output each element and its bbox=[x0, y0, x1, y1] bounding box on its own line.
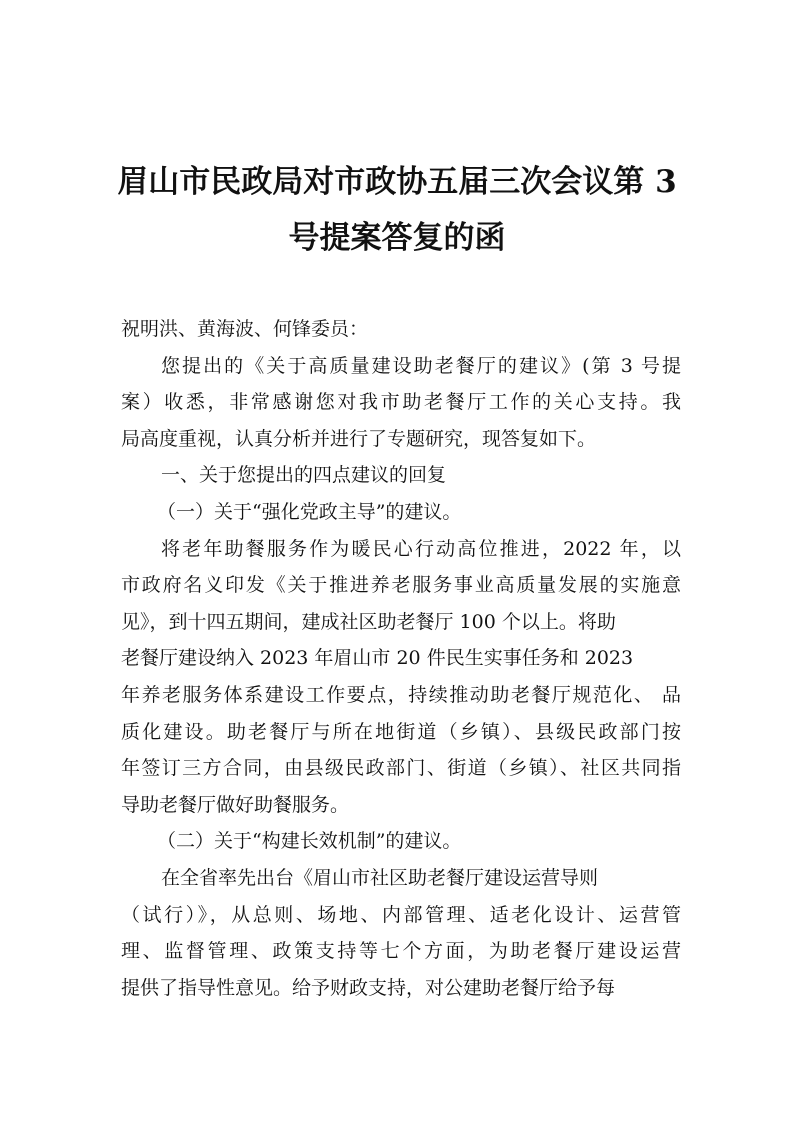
paragraph-line: 理、监督管理、政策支持等七个方面，为助老餐厅建设运营 bbox=[121, 940, 681, 963]
document-title-line-1: 眉山市民政局对市政协五届三次会议第 3 bbox=[117, 164, 677, 200]
paragraph-line: 您提出的《关于高质量建设助老餐厅的建议》(第 3 号提 bbox=[161, 354, 681, 377]
paragraph-line: 导助老餐厅做好助餐服务。 bbox=[121, 793, 350, 816]
paragraph-line: 局高度重视，认真分析并进行了专题研究，现答复如下。 bbox=[121, 427, 597, 450]
paragraph-line: 质化建设。助老餐厅与所在地街道（乡镇）、县级民政部门按 bbox=[121, 720, 681, 743]
paragraph-line: 老餐厅建设纳入 2023 年眉山市 20 件民生实事任务和 2023 bbox=[121, 647, 634, 670]
paragraph-line: 市政府名义印发《关于推进养老服务事业高质量发展的实施意 bbox=[121, 574, 681, 597]
paragraph-line: 见》，到十四五期间，建成社区助老餐厅 100 个以上。将助 bbox=[121, 610, 616, 633]
document-title-line-2: 号提案答复的函 bbox=[288, 220, 506, 256]
subsection-heading: （一）关于“强化党政主导”的建议。 bbox=[157, 500, 462, 523]
paragraph-line: 将老年助餐服务作为暖民心行动高位推进，2022 年，以 bbox=[161, 537, 681, 560]
paragraph-line: 年养老服务体系建设工作要点，持续推动助老餐厅规范化、 品 bbox=[121, 683, 681, 706]
salutation: 祝明洪、黄海波、何锋委员： bbox=[121, 318, 369, 340]
paragraph-line: （试行）》，从总则、场地、内部管理、适老化设计、运营管 bbox=[121, 903, 681, 926]
paragraph-line: 年签订三方合同，由县级民政部门、街道（乡镇）、社区共同指 bbox=[121, 757, 681, 780]
paragraph-line: 在全省率先出台《眉山市社区助老餐厅建设运营导则 bbox=[161, 866, 599, 889]
paragraph-line: 案）收悉，非常感谢您对我市助老餐厅工作的关心支持。我 bbox=[121, 391, 681, 414]
subsection-heading: （二）关于“构建长效机制”的建议。 bbox=[157, 830, 462, 853]
section-heading: 一、关于您提出的四点建议的回复 bbox=[161, 464, 447, 487]
paragraph-line: 提供了指导性意见。给予财政支持，对公建助老餐厅给予每 bbox=[121, 976, 616, 999]
document-body bbox=[121, 311, 681, 1006]
